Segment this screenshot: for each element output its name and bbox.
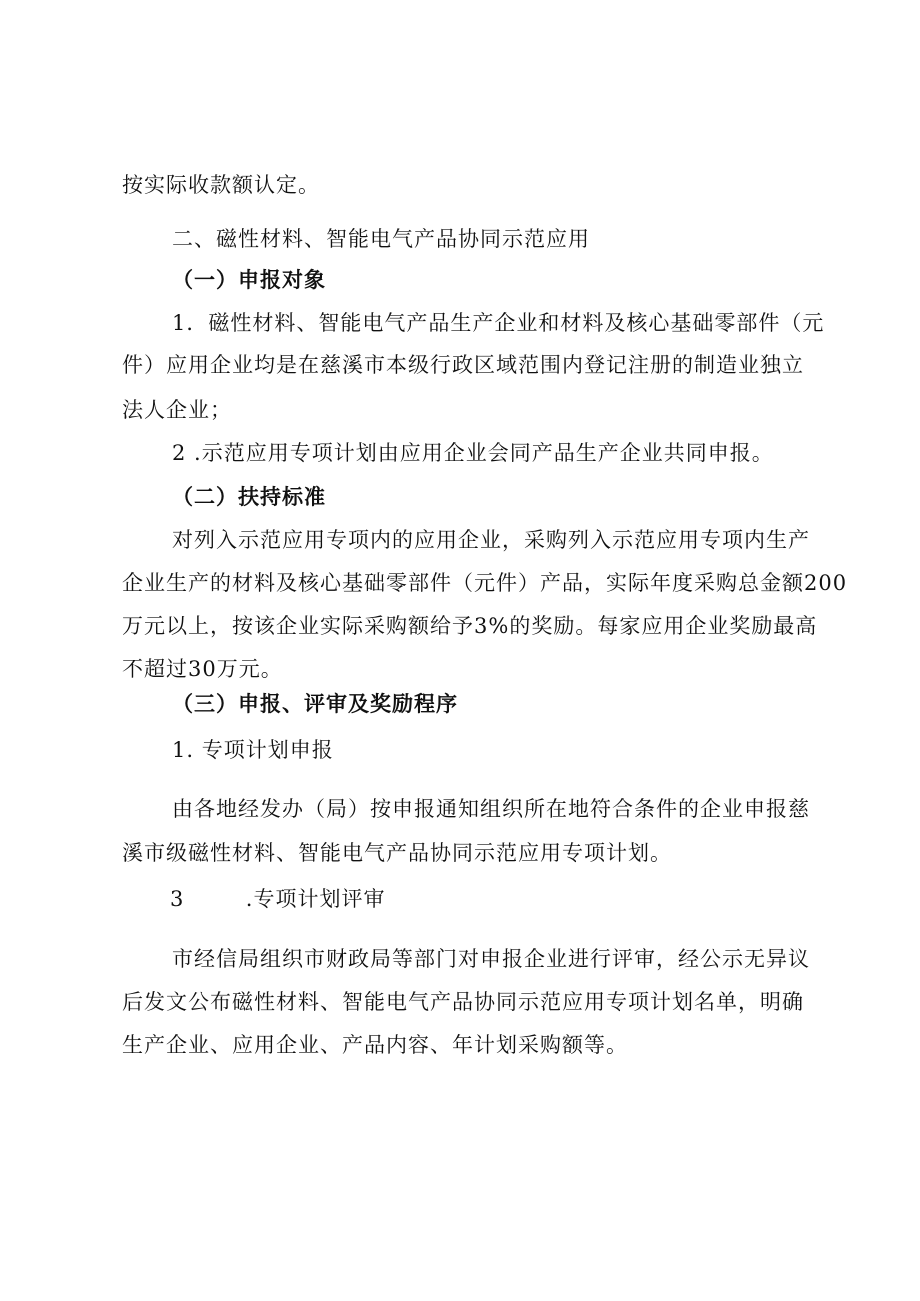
item-heading: 1. 专项计划申报 <box>172 738 334 762</box>
paragraph-line: 不超过30万元。 <box>122 657 283 681</box>
paragraph-line: 对列入示范应用专项内的应用企业，采购列入示范应用专项内生产 <box>172 528 810 552</box>
subsection-heading-2: （二）扶持标准 <box>172 484 326 509</box>
subsection-heading-1: （一）申报对象 <box>172 267 326 292</box>
continued-text-line: 按实际收款额认定。 <box>122 173 320 197</box>
paragraph-line: 由各地经发办（局）按申报通知组织所在地符合条件的企业申报慈 <box>172 797 810 821</box>
paragraph-line: 后发文公布磁性材料、智能电气产品协同示范应用专项计划名单，明确 <box>122 990 804 1014</box>
item-heading: 3 .专项计划评审 <box>170 887 386 911</box>
paragraph-line: 生产企业、应用企业、产品内容、年计划采购额等。 <box>122 1033 628 1057</box>
paragraph-line: 企业生产的材料及核心基础零部件（元件）产品，实际年度采购总金额200 <box>122 571 848 595</box>
paragraph-line: 2 .示范应用专项计划由应用企业会同产品生产企业共同申报。 <box>172 441 774 465</box>
paragraph-line: 法人企业； <box>122 398 232 422</box>
paragraph-line: 件）应用企业均是在慈溪市本级行政区域范围内登记注册的制造业独立 <box>122 353 804 377</box>
paragraph-line: 市经信局组织市财政局等部门对申报企业进行评审，经公示无异议 <box>172 947 810 971</box>
paragraph-line: 万元以上，按该企业实际采购额给予3%的奖励。每家应用企业奖励最高 <box>122 614 818 638</box>
paragraph-line: 1．磁性材料、智能电气产品生产企业和材料及核心基础零部件（元 <box>172 311 825 335</box>
paragraph-line: 溪市级磁性材料、智能电气产品协同示范应用专项计划。 <box>122 841 672 865</box>
section-heading: 二、磁性材料、智能电气产品协同示范应用 <box>172 227 590 251</box>
subsection-heading-3: （三）申报、评审及奖励程序 <box>172 691 458 716</box>
